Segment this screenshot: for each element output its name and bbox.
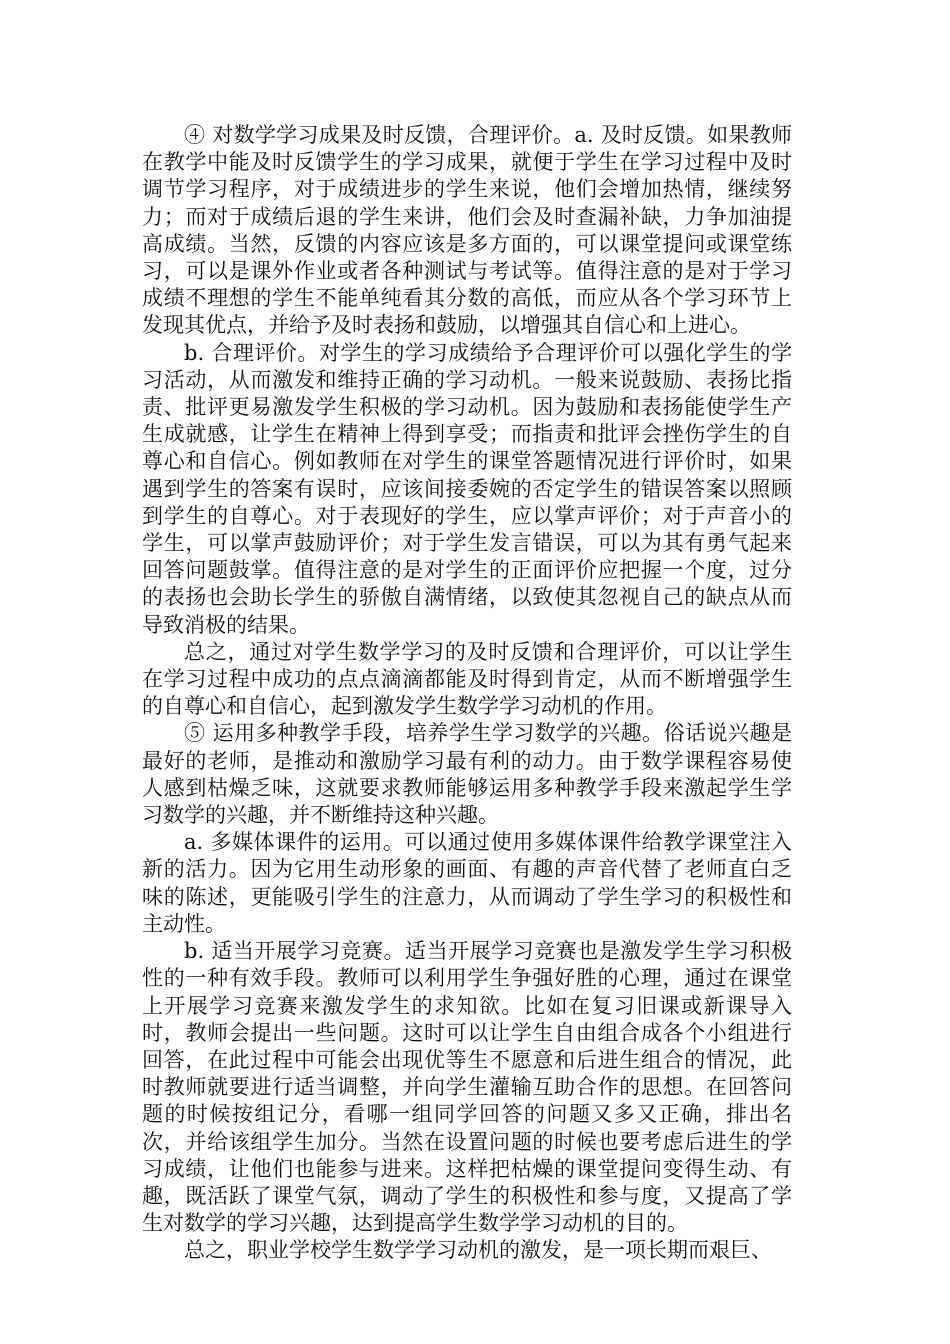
paragraph-summary-feedback: 总之，通过对学生数学学习的及时反馈和合理评价，可以让学生在学习过程中成功的点点滴滴都能及时得到肯定，从而不断增强学生的自尊心和自信心，起到激发学生数学学习动机的作用。 [142,639,792,719]
paragraph-reasonable-evaluation: b. 合理评价。对学生的学习成绩给予合理评价可以强化学生的学习活动，从而激发和维持正确的学习动机。一般来说鼓励、表扬比指责、批评更易激发学生积极的学习动机。因为鼓励和表扬能使学生产生成就感，让学生在精神上得到享受；而指责和批评会挫伤学生的自尊心和自信心。例如教师在对学生的课堂答题情况进行评价时，如果遇到学生的答案有误时，应该间接委婉的否定学生的错误答案以照顾到学生的自尊心。对于表现好的学生，应以掌声评价；对于声音小的学生，可以掌声鼓励评价；对于学生发言错误，可以为其有勇气起来回答问题鼓掌。值得注意的是对学生的正面评价应把握一个度，过分的表扬也会助长学生的骄傲自满情绪，以致使其忽视自己的缺点从而导致消极的结果。 [142,340,792,637]
paragraph-multimedia: a. 多媒体课件的运用。可以通过使用多媒体课件给教学课堂注入新的活力。因为它用生动形象的画面、有趣的声音代替了老师直白乏味的陈述，更能吸引学生的注意力，从而调动了学生学习的积极性和主动性。 [142,830,792,936]
paragraph-teaching-methods: ⑤ 运用多种教学手段，培养学生学习数学的兴趣。俗话说兴趣是最好的老师，是推动和激励学习最有利的动力。由于数学课程容易使人感到枯燥乏味，这就要求教师能够运用多种教学手段来激起学生学习数学的兴趣，并不断维持这种兴趣。 [142,721,792,828]
document-page [142,122,792,1265]
paragraph-feedback-evaluation: ④ 对数学学习成果及时反馈，合理评价。a. 及时反馈。如果教师在教学中能及时反馈学生的学习成果，就便于学生在学习过程中及时调节学习程序，对于成绩进步的学生来说，他们会增加热情，继续努力；而对于成绩后退的学生来讲，他们会及时查漏补缺，力争加油提高成绩。当然，反馈的内容应该是多方面的，可以课堂提问或课堂练习，可以是课外作业或者各种测试与考试等。值得注意的是对于学习成绩不理想的学生不能单纯看其分数的高低，而应从各个学习环节上发现其优点，并给予及时表扬和鼓励，以增强其自信心和上进心。 [142,123,792,338]
paragraph-conclusion: 总之，职业学校学生数学学习动机的激发，是一项长期而艰巨、 [184,1238,772,1263]
paragraph-learning-competition: b. 适当开展学习竞赛。适当开展学习竞赛也是激发学生学习积极性的一种有效手段。教师可以利用学生争强好胜的心理，通过在课堂上开展学习竞赛来激发学生的求知欲。比如在复习旧课或新课导入时，教师会提出一些问题。这时可以让学生自由组合成各个小组进行回答，在此过程中可能会出现优等生不愿意和后进生组合的情况，此时教师就要进行适当调整，并向学生灌输互助合作的思想。在回答问题的时候按组记分，看哪一组同学回答的问题又多又正确，排出名次，并给该组学生加分。当然在设置问题的时候也要考虑后进生的学习成绩，让他们也能参与进来。这样把枯燥的课堂提问变得生动、有趣，既活跃了课堂气氛，调动了学生的积极性和参与度，又提高了学生对数学的学习兴趣，达到提高学生数学学习动机的目的。 [142,939,792,1236]
